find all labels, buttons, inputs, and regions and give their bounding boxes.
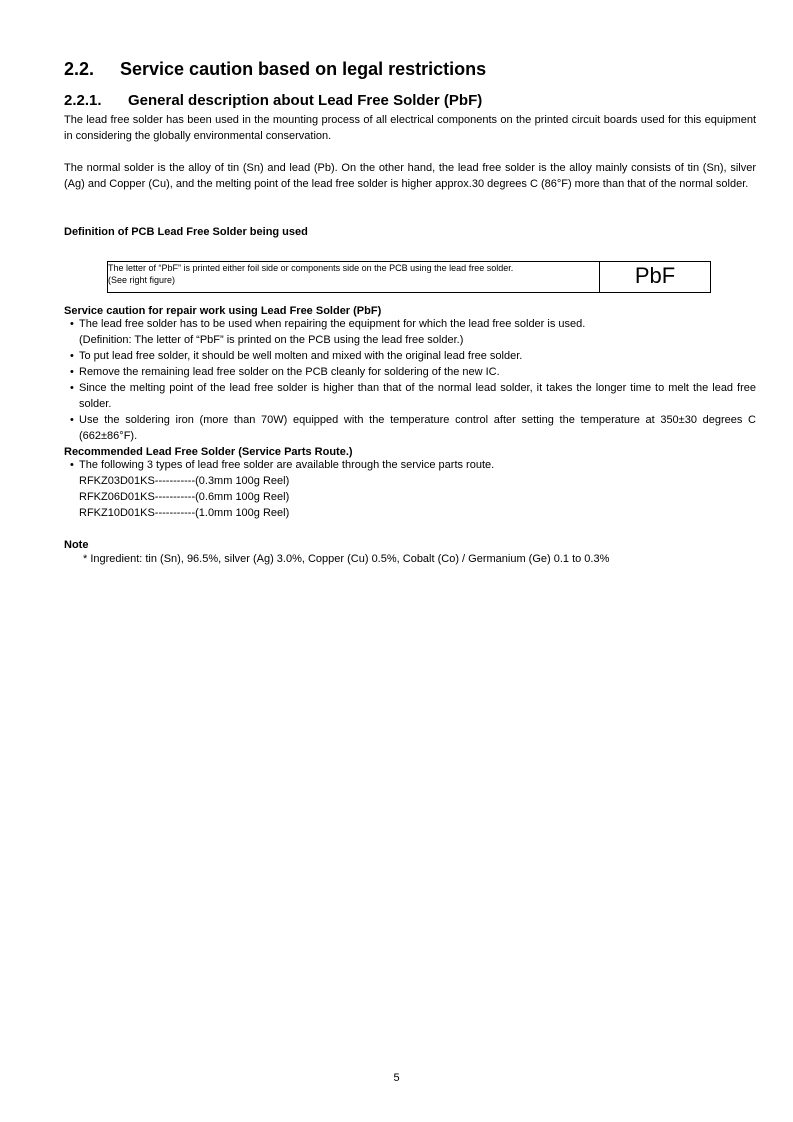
caution-item: • Since the melting point of the lead free solder is higher than that of the normal lead solder, it takes the longer time to melt the lead free solder. xyxy=(64,380,756,412)
part-number-row: RFKZ03D01KS-----------(0.3mm 100g Reel) xyxy=(79,475,290,487)
pbf-definition-line2: (See right figure) xyxy=(108,275,176,285)
section-title: Service caution based on legal restrictions xyxy=(120,59,487,79)
caution-item: (Definition: The letter of “PbF” is printed on the PCB using the lead free solder.) xyxy=(79,334,464,346)
recommended-heading: Recommended Lead Free Solder (Service Parts Route.) xyxy=(64,446,353,458)
paragraph-intro: The lead free solder has been used in the mounting process of all electrical components on the printed circuit boards used for this equipment in considering the globally environmental conservation. xyxy=(64,114,756,142)
subsection-number: 2.2.1. xyxy=(64,92,102,109)
caution-item: • Remove the remaining lead free solder on the PCB cleanly for soldering of the new IC. xyxy=(64,364,756,380)
caution-item: • To put lead free solder, it should be well molten and mixed with the original lead free solder. xyxy=(64,348,756,364)
section-number: 2.2. xyxy=(64,59,95,79)
caution-list xyxy=(64,316,756,444)
definition-heading: Definition of PCB Lead Free Solder being used xyxy=(64,226,308,238)
part-number-row: RFKZ10D01KS-----------(1.0mm 100g Reel) xyxy=(79,507,290,519)
pbf-definition-box xyxy=(107,261,711,293)
part-number-row: RFKZ06D01KS-----------(0.6mm 100g Reel) xyxy=(79,491,290,503)
paragraph-alloy: The normal solder is the alloy of tin (Sn) and lead (Pb). On the other hand, the lead free solder is the alloy mainly consists of tin (Sn), silver (Ag) and Copper (Cu), and the melting point of the lead free solder is higher approx.30 degrees C (86°F) more than that of the normal solder. xyxy=(64,162,756,190)
note-text: * Ingredient: tin (Sn), 96.5%, silver (Ag) 3.0%, Copper (Cu) 0.5%, Cobalt (Co) / Germanium (Ge) 0.1 to 0.3% xyxy=(83,553,610,565)
pbf-definition-text xyxy=(108,262,600,292)
page-number: 5 xyxy=(393,1072,400,1084)
caution-heading: Service caution for repair work using Lead Free Solder (PbF) xyxy=(64,305,382,317)
pbf-definition-line1: The letter of “PbF” is printed either foil side or components side on the PCB using the lead free solder. xyxy=(108,263,514,273)
recommended-list xyxy=(64,457,756,473)
caution-item: • The lead free solder has to be used when repairing the equipment for which the lead free solder is used. xyxy=(64,316,756,332)
subsection-heading xyxy=(64,92,482,109)
caution-item: • Use the soldering iron (more than 70W) equipped with the temperature control after setting the temperature at 350±30 degrees C (662±86°F). xyxy=(64,412,756,444)
section-heading xyxy=(64,59,486,80)
note-heading: Note xyxy=(64,539,89,551)
subsection-title: General description about Lead Free Solder (PbF) xyxy=(128,92,483,109)
recommended-intro: • The following 3 types of lead free solder are available through the service parts route. xyxy=(64,457,756,473)
pbf-mark: PbF xyxy=(634,263,676,288)
